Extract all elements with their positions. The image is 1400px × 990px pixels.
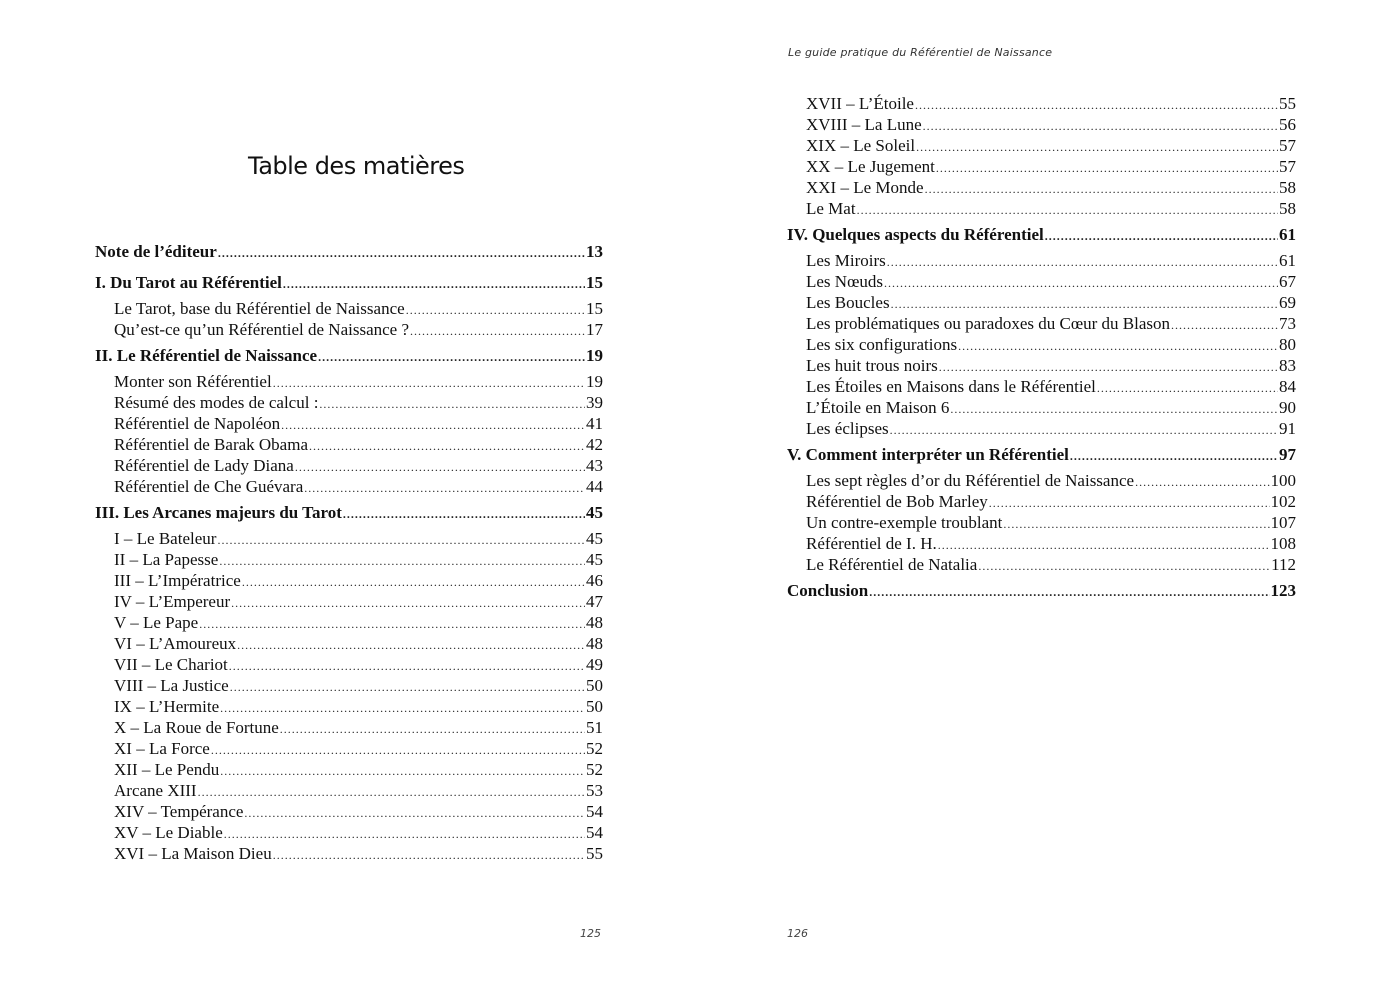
toc-entry-page: 41 — [586, 414, 603, 433]
toc-entry-page: 91 — [1279, 419, 1296, 438]
toc-section-entry — [95, 497, 603, 528]
toc-title: Table des matières — [248, 152, 465, 180]
toc-entry-page: 57 — [1279, 157, 1296, 176]
dot-leader — [857, 200, 1278, 221]
toc-entry-page: 54 — [586, 802, 603, 821]
toc-entry-label: IV. Quelques aspects du Référentiel — [787, 225, 1044, 244]
dot-leader — [220, 761, 585, 782]
toc-entry-page: 15 — [586, 299, 603, 318]
toc-entry-page: 123 — [1270, 581, 1296, 600]
toc-entry-label: Résumé des modes de calcul : — [114, 393, 319, 412]
toc-entry-page: 43 — [586, 456, 603, 475]
toc-section-entry — [95, 236, 603, 267]
toc-entry-label: I. Du Tarot au Référentiel — [95, 273, 282, 292]
toc-entry-label: VIII – La Justice — [114, 676, 229, 695]
toc-entry-label: XVII – L’Étoile — [806, 94, 914, 113]
toc-entry-page: 61 — [1279, 251, 1296, 270]
toc-section-entry — [787, 575, 1296, 606]
toc-entry-label: Les problématiques ou paradoxes du Cœur du Blason — [806, 314, 1171, 333]
toc-entry-label: IX – L’Hermite — [114, 697, 220, 716]
toc-entry-page: 44 — [586, 477, 603, 496]
toc-entry-label: IV – L’Empereur — [114, 592, 231, 611]
dot-leader — [230, 677, 585, 698]
left-toc-list — [95, 236, 603, 864]
toc-entry-label: Arcane XIII — [114, 781, 197, 800]
toc-entry-page: 100 — [1270, 471, 1296, 490]
toc-entry-label: Référentiel de Che Guévara — [114, 477, 304, 496]
dot-leader — [938, 535, 1270, 556]
toc-entry — [95, 319, 603, 340]
toc-entry-page: 49 — [586, 655, 603, 674]
dot-leader — [220, 698, 585, 719]
dot-leader — [869, 577, 1269, 608]
toc-entry-page: 50 — [586, 697, 603, 716]
toc-entry — [787, 250, 1296, 271]
toc-entry-label: Un contre-exemple troublant — [806, 513, 1003, 532]
dot-leader — [231, 593, 585, 614]
toc-entry — [95, 591, 603, 612]
dot-leader — [211, 740, 585, 761]
dot-leader — [890, 420, 1278, 441]
toc-entry-label: VII – Le Chariot — [114, 655, 228, 674]
toc-section-entry — [95, 340, 603, 371]
toc-entry — [95, 570, 603, 591]
toc-entry — [787, 177, 1296, 198]
toc-entry-page: 90 — [1279, 398, 1296, 417]
toc-entry — [95, 717, 603, 738]
toc-entry — [95, 843, 603, 864]
toc-entry — [787, 313, 1296, 334]
toc-entry — [787, 334, 1296, 355]
toc-entry-label: Référentiel de I. H. — [806, 534, 937, 553]
toc-entry-page: 48 — [586, 634, 603, 653]
toc-entry-label: L’Étoile en Maison 6 — [806, 398, 950, 417]
toc-entry — [787, 470, 1296, 491]
toc-entry-page: 55 — [1279, 94, 1296, 113]
dot-leader — [1045, 221, 1278, 252]
toc-entry — [95, 696, 603, 717]
toc-entry-page: 50 — [586, 676, 603, 695]
toc-entry-page: 107 — [1270, 513, 1296, 532]
toc-section-entry — [787, 219, 1296, 250]
toc-entry — [787, 533, 1296, 554]
toc-entry-label: Monter son Référentiel — [114, 372, 272, 391]
toc-entry-page: 58 — [1279, 199, 1296, 218]
toc-entry — [787, 114, 1296, 135]
dot-leader — [1171, 315, 1278, 336]
dot-leader — [283, 269, 585, 300]
dot-leader — [229, 656, 585, 677]
toc-entry — [95, 434, 603, 455]
dot-leader — [923, 116, 1278, 137]
dot-leader — [309, 436, 585, 457]
toc-entry-page: 15 — [586, 273, 603, 292]
dot-leader — [217, 530, 585, 551]
toc-entry-page: 58 — [1279, 178, 1296, 197]
toc-section-entry — [95, 267, 603, 298]
toc-entry-page: 55 — [586, 844, 603, 863]
dot-leader — [281, 415, 585, 436]
toc-entry-label: XVIII – La Lune — [806, 115, 922, 134]
toc-entry — [95, 528, 603, 549]
toc-entry-page: 19 — [586, 346, 603, 365]
toc-entry — [787, 355, 1296, 376]
dot-leader — [1003, 514, 1269, 535]
toc-entry — [787, 271, 1296, 292]
dot-leader — [978, 556, 1270, 577]
dot-leader — [219, 551, 585, 572]
toc-entry — [787, 512, 1296, 533]
toc-entry — [787, 418, 1296, 439]
toc-entry — [95, 413, 603, 434]
toc-entry-label: XXI – Le Monde — [806, 178, 924, 197]
toc-entry — [787, 135, 1296, 156]
dot-leader — [915, 95, 1278, 116]
toc-entry-label: Les Étoiles en Maisons dans le Référentiel — [806, 377, 1096, 396]
toc-entry-page: 80 — [1279, 335, 1296, 354]
toc-entry-page: 102 — [1270, 492, 1296, 511]
dot-leader — [304, 478, 585, 499]
dot-leader — [1070, 441, 1278, 472]
toc-entry — [95, 654, 603, 675]
running-header: Le guide pratique du Référentiel de Naissance — [788, 46, 1053, 59]
toc-entry-label: XVI – La Maison Dieu — [114, 844, 272, 863]
toc-entry-label: Référentiel de Bob Marley — [806, 492, 988, 511]
dot-leader — [224, 824, 585, 845]
toc-entry-page: 83 — [1279, 356, 1296, 375]
toc-entry — [95, 298, 603, 319]
toc-entry — [787, 198, 1296, 219]
dot-leader — [884, 273, 1278, 294]
toc-entry-label: Le Référentiel de Natalia — [806, 555, 978, 574]
toc-entry — [95, 476, 603, 497]
dot-leader — [410, 321, 585, 342]
toc-entry-page: 17 — [586, 320, 603, 339]
toc-entry-label: Les six configurations — [806, 335, 958, 354]
toc-entry-label: Référentiel de Lady Diana — [114, 456, 294, 475]
toc-entry — [95, 549, 603, 570]
dot-leader — [319, 394, 585, 415]
dot-leader — [295, 457, 585, 478]
toc-entry — [787, 376, 1296, 397]
dot-leader — [925, 179, 1278, 200]
dot-leader — [891, 294, 1278, 315]
toc-entry — [95, 801, 603, 822]
toc-entry-label: II. Le Référentiel de Naissance — [95, 346, 318, 365]
dot-leader — [198, 782, 585, 803]
dot-leader — [887, 252, 1278, 273]
dot-leader — [280, 719, 585, 740]
right-page — [700, 0, 1400, 990]
toc-entry-label: Référentiel de Barak Obama — [114, 435, 308, 454]
toc-entry-page: 45 — [586, 503, 603, 522]
dot-leader — [218, 238, 585, 269]
toc-entry-label: II – La Papesse — [114, 550, 219, 569]
toc-entry — [95, 392, 603, 413]
toc-entry — [787, 554, 1296, 575]
toc-entry-page: 73 — [1279, 314, 1296, 333]
toc-entry-page: 39 — [586, 393, 603, 412]
toc-entry — [95, 822, 603, 843]
toc-entry-page: 19 — [586, 372, 603, 391]
toc-entry-label: I – Le Bateleur — [114, 529, 217, 548]
dot-leader — [939, 357, 1278, 378]
dot-leader — [199, 614, 585, 635]
dot-leader — [958, 336, 1278, 357]
dot-leader — [916, 137, 1278, 158]
dot-leader — [950, 399, 1278, 420]
toc-entry-label: XX – Le Jugement — [806, 157, 935, 176]
toc-entry — [95, 780, 603, 801]
toc-entry-label: Les huit trous noirs — [806, 356, 938, 375]
toc-entry-label: III. Les Arcanes majeurs du Tarot — [95, 503, 342, 522]
dot-leader — [237, 635, 585, 656]
toc-entry-page: 56 — [1279, 115, 1296, 134]
toc-entry-label: Les Boucles — [806, 293, 890, 312]
toc-entry-label: XIV – Tempérance — [114, 802, 244, 821]
toc-entry-label: Le Mat — [806, 199, 856, 218]
toc-entry-page: 45 — [586, 529, 603, 548]
dot-leader — [242, 572, 585, 593]
toc-entry — [95, 738, 603, 759]
toc-entry-label: Conclusion — [787, 581, 869, 600]
toc-entry-page: 52 — [586, 760, 603, 779]
toc-entry-page: 84 — [1279, 377, 1296, 396]
dot-leader — [406, 300, 585, 321]
toc-entry-label: V – Le Pape — [114, 613, 199, 632]
toc-entry-label: III – L’Impératrice — [114, 571, 241, 590]
toc-entry — [787, 93, 1296, 114]
toc-entry-page: 61 — [1279, 225, 1296, 244]
toc-entry-label: XII – Le Pendu — [114, 760, 220, 779]
dot-leader — [318, 342, 585, 373]
toc-entry-page: 47 — [586, 592, 603, 611]
toc-entry-label: XI – La Force — [114, 739, 210, 758]
dot-leader — [1097, 378, 1278, 399]
toc-entry-label: XV – Le Diable — [114, 823, 223, 842]
toc-entry-page: 57 — [1279, 136, 1296, 155]
dot-leader — [936, 158, 1278, 179]
toc-entry-page: 51 — [586, 718, 603, 737]
toc-entry-page: 45 — [586, 550, 603, 569]
toc-entry-label: XIX – Le Soleil — [806, 136, 916, 155]
toc-entry-label: VI – L’Amoureux — [114, 634, 237, 653]
toc-entry — [95, 759, 603, 780]
toc-entry-page: 112 — [1271, 555, 1296, 574]
toc-entry-page: 53 — [586, 781, 603, 800]
dot-leader — [273, 845, 585, 866]
toc-entry-label: Le Tarot, base du Référentiel de Naissance — [114, 299, 405, 318]
toc-entry-label: Référentiel de Napoléon — [114, 414, 281, 433]
toc-entry-label: X – La Roue de Fortune — [114, 718, 279, 737]
toc-section-entry — [787, 439, 1296, 470]
toc-entry-label: Les Miroirs — [806, 251, 886, 270]
toc-entry-page: 108 — [1270, 534, 1296, 553]
page-number-left: 125 — [580, 927, 601, 940]
toc-entry-label: Les éclipses — [806, 419, 889, 438]
toc-entry-label: Les sept règles d’or du Référentiel de Naissance — [806, 471, 1135, 490]
toc-entry-page: 67 — [1279, 272, 1296, 291]
toc-entry-label: Qu’est-ce qu’un Référentiel de Naissance ? — [114, 320, 410, 339]
dot-leader — [989, 493, 1270, 514]
toc-entry — [787, 156, 1296, 177]
toc-entry — [95, 675, 603, 696]
toc-entry-page: 52 — [586, 739, 603, 758]
toc-entry-page: 48 — [586, 613, 603, 632]
toc-entry — [787, 292, 1296, 313]
toc-entry-page: 13 — [586, 242, 603, 261]
toc-entry-page: 69 — [1279, 293, 1296, 312]
dot-leader — [343, 499, 585, 530]
toc-entry — [95, 455, 603, 476]
toc-entry-label: V. Comment interpréter un Référentiel — [787, 445, 1069, 464]
dot-leader — [273, 373, 585, 394]
toc-entry — [95, 633, 603, 654]
page-number-right: 126 — [787, 927, 808, 940]
toc-entry — [95, 371, 603, 392]
toc-entry-page: 54 — [586, 823, 603, 842]
dot-leader — [244, 803, 585, 824]
toc-entry-label: Les Nœuds — [806, 272, 883, 291]
toc-entry-label: Note de l’éditeur — [95, 242, 217, 261]
toc-entry-page: 46 — [586, 571, 603, 590]
toc-entry — [787, 491, 1296, 512]
toc-entry — [787, 397, 1296, 418]
dot-leader — [1135, 472, 1269, 493]
toc-entry-page: 42 — [586, 435, 603, 454]
toc-entry-page: 97 — [1279, 445, 1296, 464]
toc-entry — [95, 612, 603, 633]
right-toc-list — [787, 93, 1296, 606]
